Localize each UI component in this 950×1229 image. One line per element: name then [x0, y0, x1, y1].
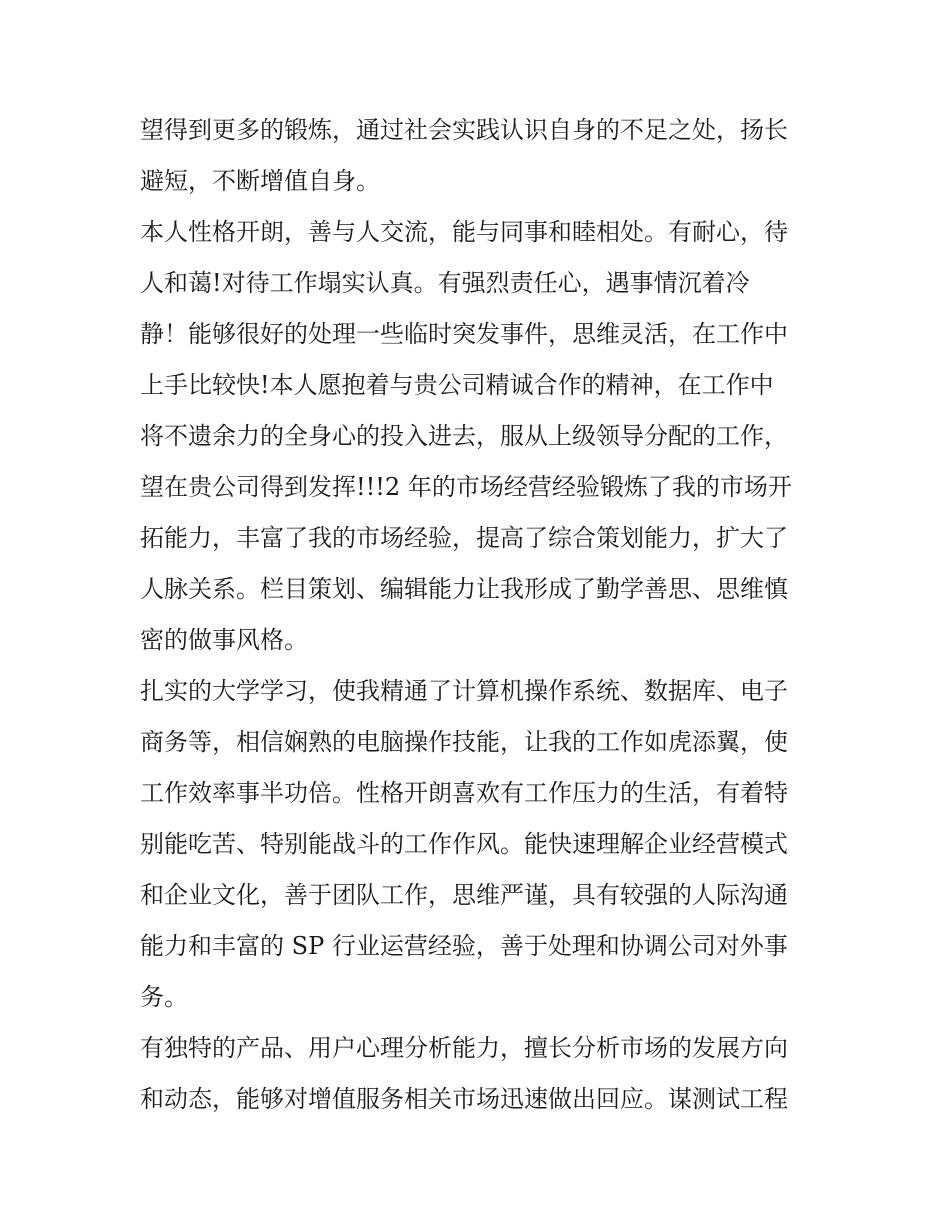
- text-line: 人和蔼!对待工作塌实认真。有强烈责任心，遇事情沉着冷: [140, 269, 750, 297]
- text-line: 避短，不断增值自身。: [140, 167, 380, 195]
- text-line: 务。: [140, 983, 188, 1011]
- text-line: 静！能够很好的处理一些临时突发事件，思维灵活，在工作中: [140, 320, 788, 348]
- text-line: 和动态，能够对增值服务相关市场迅速做出回应。谋测试工程: [140, 1085, 788, 1113]
- text-line: 商务等，相信娴熟的电脑操作技能，让我的工作如虎添翼，使: [140, 728, 788, 756]
- text-line: 和企业文化，善于团队工作，思维严谨，具有较强的人际沟通: [140, 881, 788, 909]
- text-line: 密的做事风格。: [140, 626, 308, 654]
- text-line: 别能吃苦、特别能战斗的工作作风。能快速理解企业经营模式: [140, 830, 788, 858]
- text-line: 工作效率事半功倍。性格开朗喜欢有工作压力的生活，有着特: [140, 779, 788, 807]
- text-line: 将不遗余力的全身心的投入进去，服从上级领导分配的工作，: [140, 422, 788, 450]
- text-line: 有独特的产品、用户心理分析能力，擅长分析市场的发展方向: [140, 1034, 788, 1062]
- text-line: 望得到更多的锻炼，通过社会实践认识自身的不足之处，扬长: [140, 116, 788, 144]
- text-line: 人脉关系。栏目策划、编辑能力让我形成了勤学善思、思维慎: [140, 575, 788, 603]
- body-text: [140, 105, 820, 1125]
- text-line: 望在贵公司得到发挥!!!2 年的市场经营经验锻炼了我的市场开: [140, 473, 792, 501]
- text-line: 能力和丰富的 SP 行业运营经验，善于处理和协调公司对外事: [140, 932, 788, 960]
- text-line: 上手比较快!本人愿抱着与贵公司精诚合作的精神，在工作中: [140, 371, 774, 399]
- text-line: 拓能力，丰富了我的市场经验，提高了综合策划能力，扩大了: [140, 524, 788, 552]
- text-line: 扎实的大学学习，使我精通了计算机操作系统、数据库、电子: [140, 677, 788, 705]
- text-line: 本人性格开朗，善与人交流，能与同事和睦相处。有耐心，待: [140, 218, 788, 246]
